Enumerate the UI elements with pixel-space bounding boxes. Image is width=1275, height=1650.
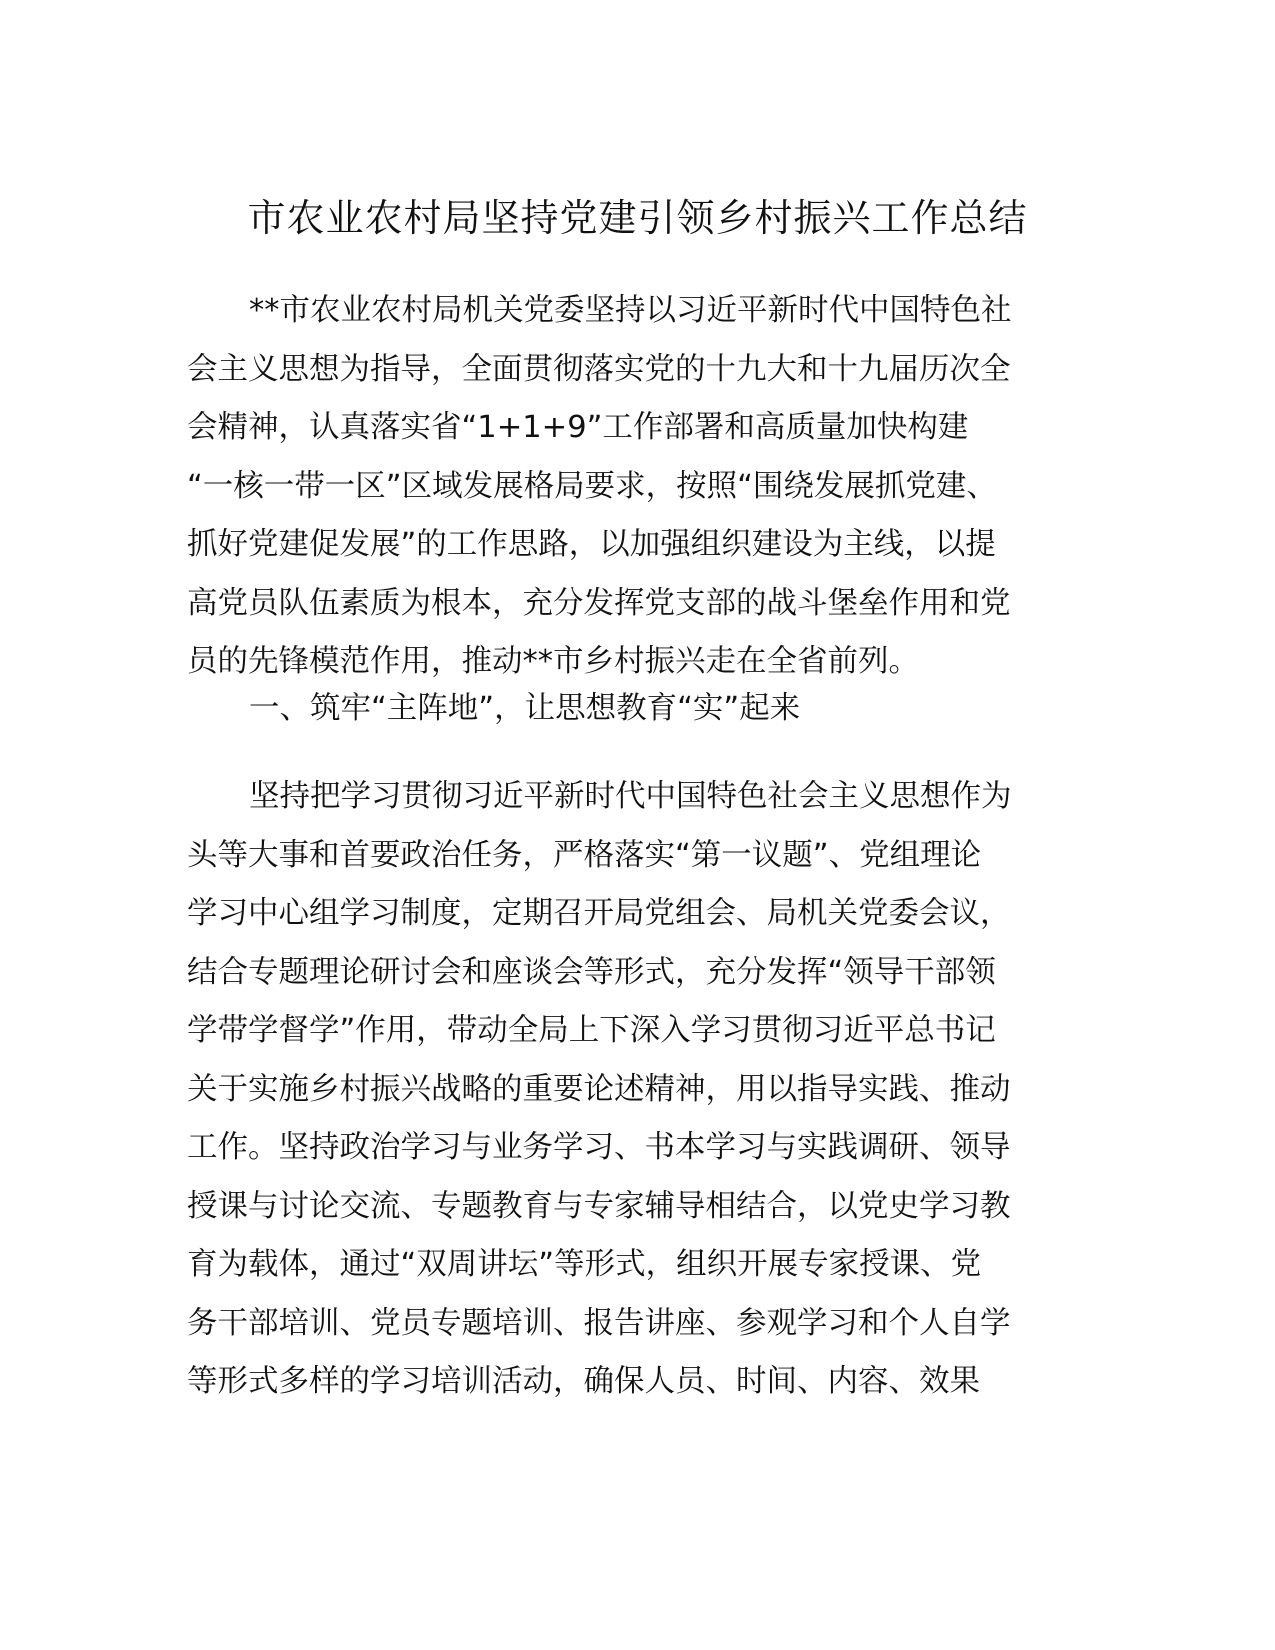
text-line: **市农业农村局机关党委坚持以习近平新时代中国特色社 — [249, 293, 1012, 328]
section-heading: 一、筑牢“主阵地”，让思想教育“实”起来 — [249, 691, 801, 726]
text-line: 授课与讨论交流、专题教育与专家辅导相结合，以党史学习教 — [187, 1188, 1011, 1224]
section-heading-block — [187, 680, 1087, 739]
text-line: 员的先锋模范作用，推动**市乡村振兴走在全省前列。 — [187, 644, 919, 679]
text-line: 工作。坚持政治学习与业务学习、书本学习与实践调研、领导 — [187, 1130, 1011, 1165]
text-line: 学习中心组学习制度，定期召开局党组会、局机关党委会议， — [187, 896, 1011, 931]
text-line: “一核一带一区”区域发展格局要求，按照“围绕发展抓党建、 — [187, 468, 997, 504]
text-line: 会精神，认真落实省“1+1+9”工作部署和高质量加快构建 — [187, 410, 969, 445]
text-line: 结合专题理论研讨会和座谈会等形式，充分发挥“领导干部领 — [187, 954, 996, 990]
text-line: 坚持把学习贯彻习近平新时代中国特色社会主义思想作为 — [249, 779, 1012, 814]
text-line: 高党员队伍素质为根本，充分发挥党支部的战斗堡垒作用和党 — [187, 585, 1011, 621]
text-line: 育为载体，通过“双周讲坛”等形式，组织开展专家授课、党 — [187, 1247, 982, 1282]
text-line: 务干部培训、党员专题培训、报告讲座、参观学习和个人自学 — [187, 1305, 1011, 1341]
text-line: 抓好党建促发展”的工作思路，以加强组织建设为主线，以提 — [187, 527, 996, 562]
intro-paragraph — [187, 282, 1087, 692]
text-line: 等形式多样的学习培训活动，确保人员、时间、内容、效果 — [187, 1364, 980, 1399]
text-line: 头等大事和首要政治任务，严格落实“第一议题”、党组理论 — [187, 837, 982, 873]
text-line: 会主义思想为指导，全面贯彻落实党的十九大和十九届历次全 — [187, 351, 1011, 387]
text-line: 学带学督学”作用，带动全局上下深入学习贯彻习近平总书记 — [187, 1013, 996, 1048]
text-line: 关于实施乡村振兴战略的重要论述精神，用以指导实践、推动 — [187, 1071, 1011, 1107]
section1-paragraph — [187, 768, 1087, 1412]
document-title: 市农业农村局坚持党建引领乡村振兴工作总结 — [247, 196, 1028, 240]
